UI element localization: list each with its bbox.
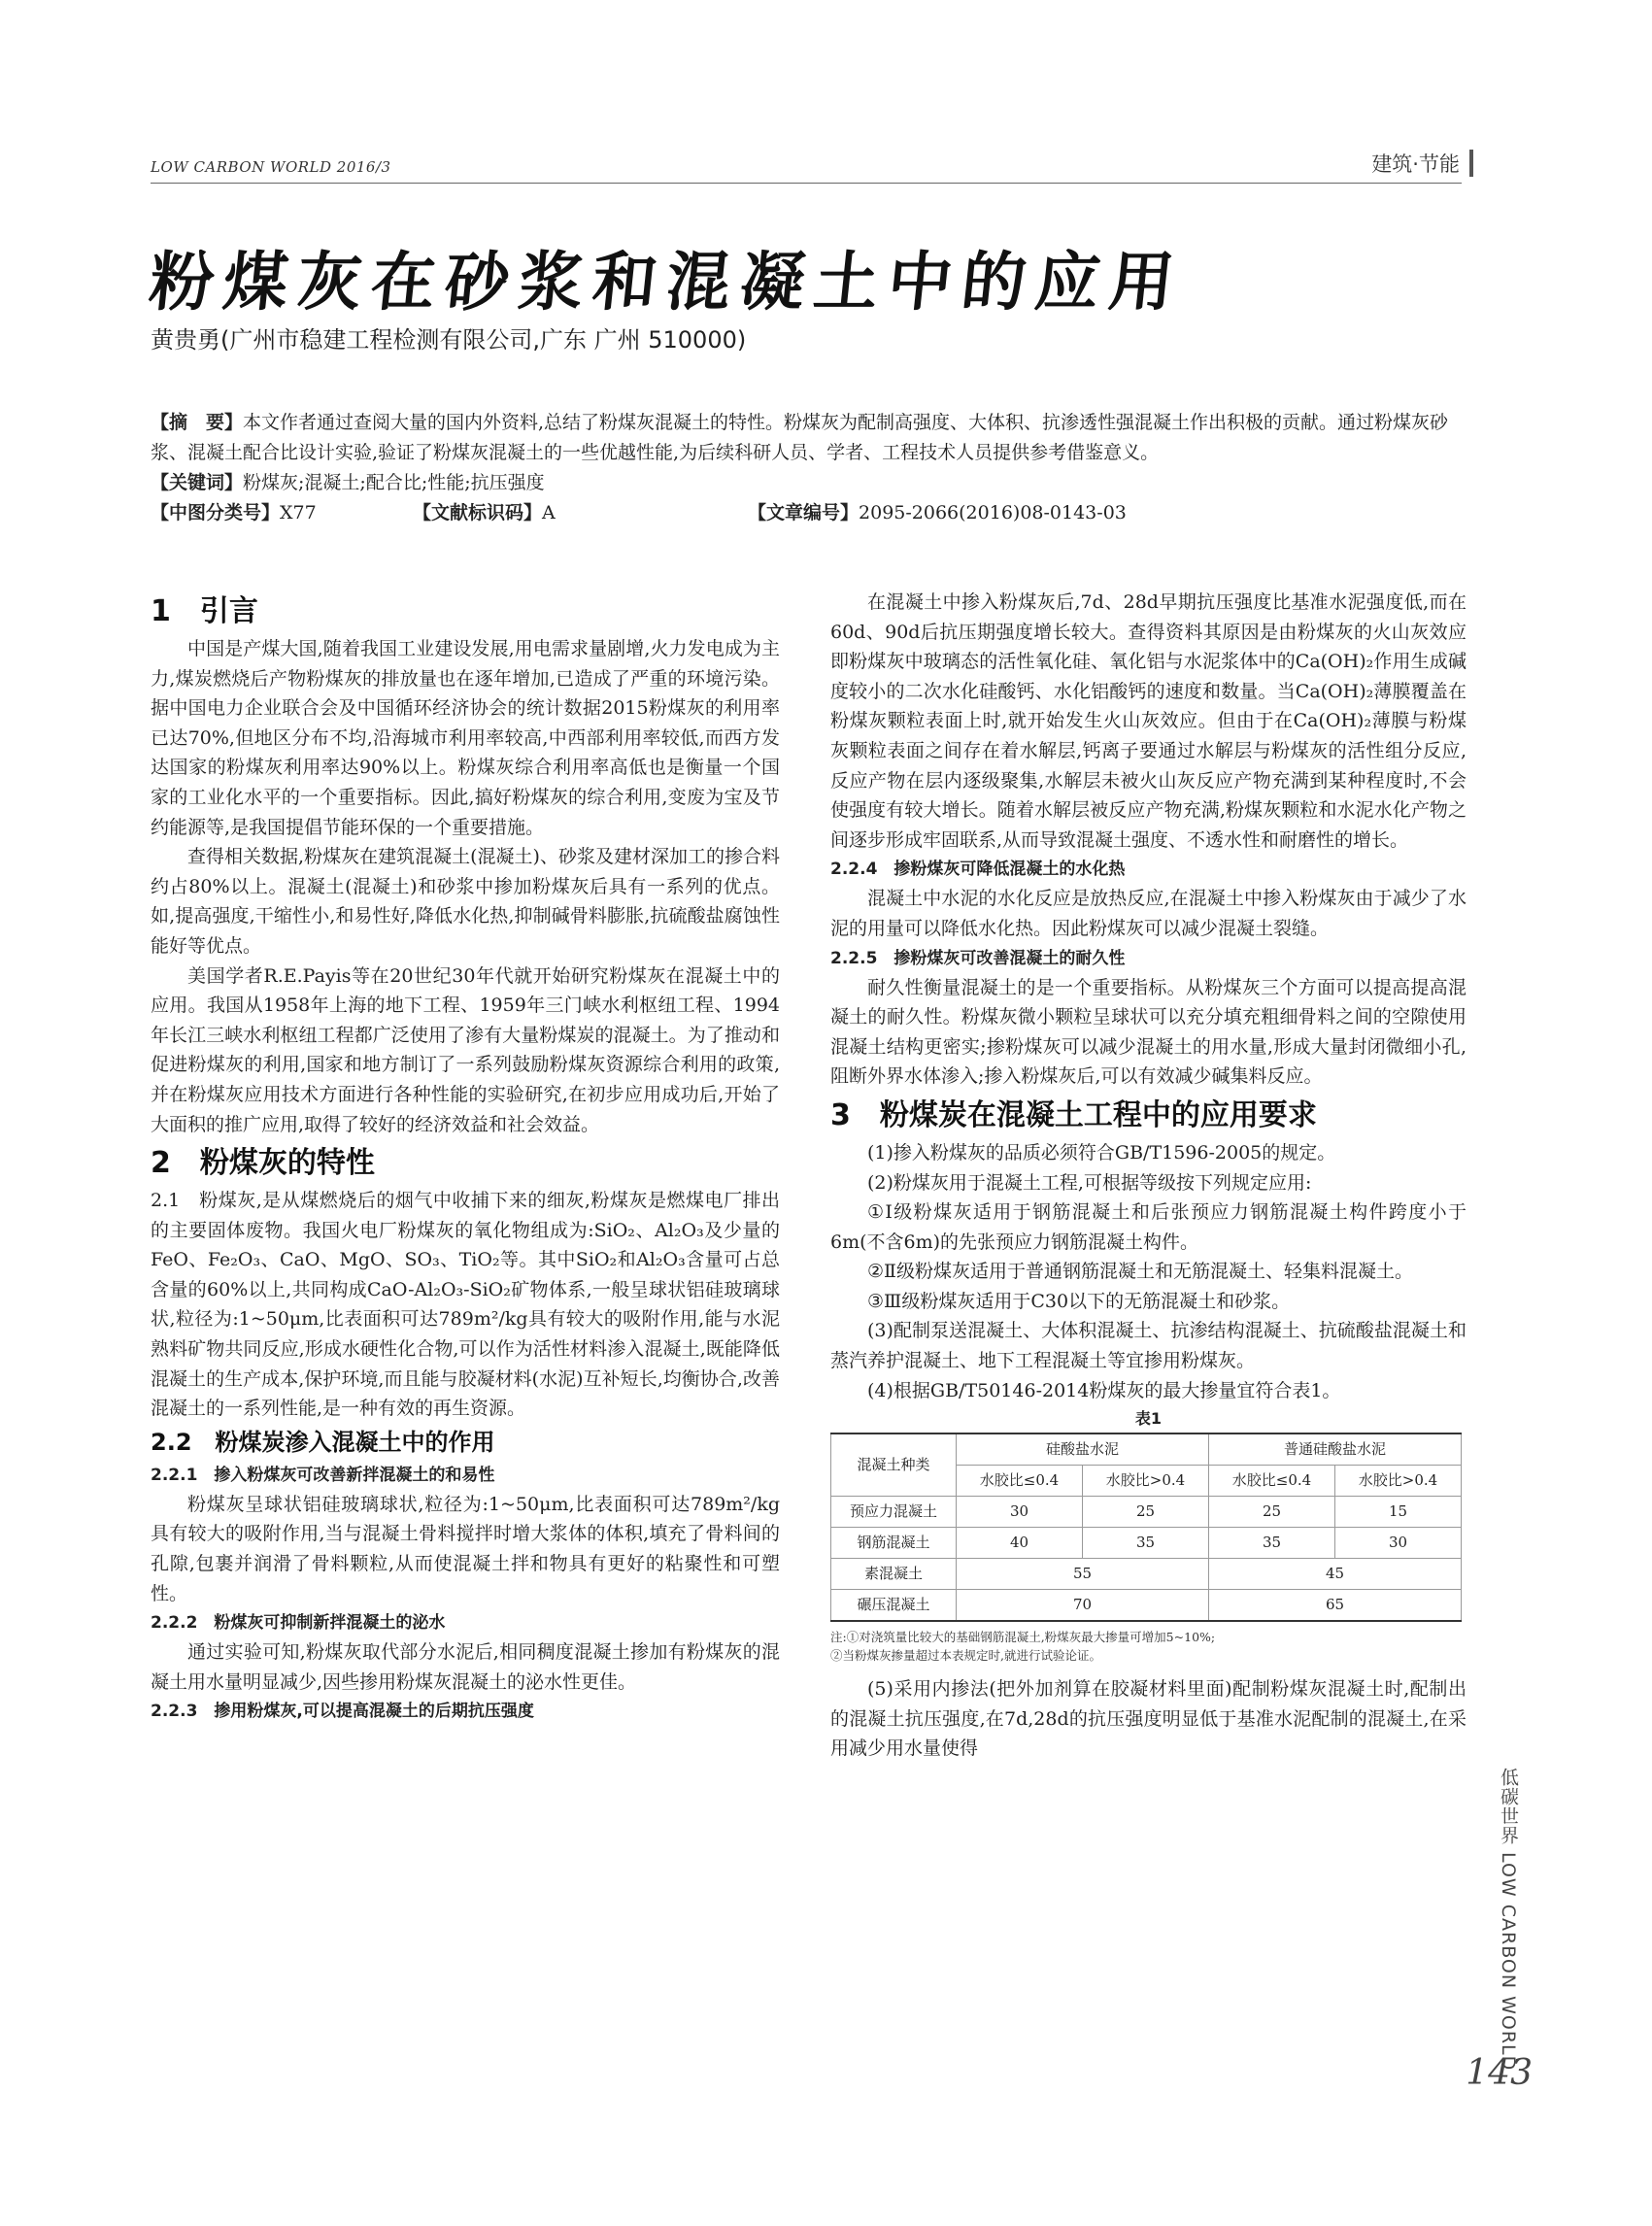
article-title: 粉煤灰在砂浆和混凝土中的应用: [146, 245, 1188, 320]
table-cell: 15: [1335, 1497, 1462, 1528]
row-name: 素混凝土: [831, 1559, 957, 1590]
requirement-2c: ③Ⅲ级粉煤灰适用于C30以下的无筋混凝土和砂浆。: [867, 1290, 1291, 1312]
left-column: [151, 588, 780, 1726]
table-caption: 表1: [1134, 1409, 1163, 1429]
header-bar: [1469, 150, 1473, 177]
keywords-text: 粉煤灰;混凝土;配合比;性能;抗压强度: [243, 472, 545, 493]
section-2-2-heading: 2.2 粉煤炭渗入混凝土中的作用: [151, 1428, 495, 1456]
abstract-text: [151, 408, 1471, 468]
side-journal-label: 低碳世界 LOW CARBON WORLD: [1498, 1768, 1519, 2072]
requirement-2b: ②Ⅱ级粉煤灰适用于普通钢筋混凝土和无筋混凝土、轻集料混凝土。: [867, 1261, 1413, 1283]
table-cell: 35: [1209, 1528, 1335, 1559]
table-cell: 30: [957, 1497, 1083, 1528]
section-2-2-4-paragraph: 混凝土中水泥的水化反应是放热反应,在混凝土中掺入粉煤灰由于减少了水泥的用量可以降低水化热。因此粉煤灰可以减少混凝土裂缝。: [830, 888, 1467, 939]
table-cell: 25: [1083, 1497, 1209, 1528]
article-no-label: 【文章编号】: [748, 502, 860, 523]
clc-label: 【中图分类号】: [151, 502, 281, 523]
sub-col-3: 水胶比≤0.4: [1209, 1466, 1335, 1497]
clc-item: [151, 498, 413, 528]
sub-col-2: 水胶比>0.4: [1083, 1466, 1209, 1497]
section-1-paragraph-3: 美国学者R.E.Payis等在20世纪30年代就开始研究粉煤灰在混凝土中的应用。我国从1958年上海的地下工程、1959年三门峡水利枢纽工程、1994年长江三峡水利枢纽工程都广泛使用了渗有大量粉煤炭的混凝土。为了推动和促进粉煤灰的利用,国家和地方制订了一系列鼓励粉煤灰资源综合利用的政策,并在粉煤灰应用技术方面进行各种性能的实验研究,在初步应用成功后,开始了大面积的推广应用,取得了较好的经济效益和社会效益。: [151, 964, 780, 1135]
keywords-line: [151, 468, 1471, 498]
section-1-paragraph-2: 查得相关数据,粉煤灰在建筑混凝土(混凝土)、砂浆及建材深加工的掺合料约占80%以上。混凝土(混凝土)和砂浆中掺加粉煤灰后具有一系列的优点。如,提高强度,干缩性小,和易性好,降低水化热,抑制碱骨料膨胀,抗硫酸盐腐蚀性能好等优点。: [151, 846, 780, 957]
requirement-2: (2)粉煤灰用于混凝土工程,可根据等级按下列规定应用:: [867, 1171, 1312, 1194]
section-3-heading: 3 粉煤炭在混凝土工程中的应用要求: [830, 1097, 1317, 1132]
requirement-2a: ①Ⅰ级粉煤灰适用于钢筋混凝土和后张预应力钢筋混凝土构件跨度小于6m(不含6m)的先张预应力钢筋混凝土构件。: [830, 1201, 1467, 1253]
section-2-2-3-paragraph: 在混凝土中掺入粉煤灰后,7d、28d早期抗压强度比基准水泥强度低,而在60d、90d后抗压期强度增长较大。查得资料其原因是由粉煤灰的火山灰效应即粉煤灰中玻璃态的活性氧化硅、氧化铝与水泥浆体中的Ca(OH)₂作用生成碱度较小的二次水化硅酸钙、水化铝酸钙的速度和数量。当Ca(OH)₂薄膜覆盖在粉煤灰颗粒表面上时,就开始发生火山灰效应。但由于在Ca(OH)₂薄膜与粉煤灰颗粒表面之间存在着水解层,钙离子要通过水解层与粉煤灰的活性组分反应,反应产物在层内逐级聚集,水解层未被火山灰反应产物充满到某种程度时,不会使强度有较大增长。随着水解层被反应产物充满,粉煤灰颗粒和水泥水化产物之间逐步形成牢固联系,从而导致混凝土强度、不透水性和耐磨性的增长。: [830, 591, 1467, 851]
section-2-1-paragraph: 2.1 粉煤灰,是从煤燃烧后的烟气中收捕下来的细灰,粉煤灰是燃煤电厂排出的主要固体废物。我国火电厂粉煤灰的氧化物组成为:SiO₂、Al₂O₃及少量的FeO、Fe₂O₃、CaO、MgO、SO₃、TiO₂等。其中SiO₂和Al₂O₃含量可占总含量的60%以上,共同构成CaO-Al₂O₃-SiO₂矿物体系,一般呈球状铝硅玻璃球状,粒径为:1~50μm,比表面积可达789m²/kg具有较大的吸附作用,能与水泥熟料矿物共同反应,形成水硬性化合物,可以作为活性材料渗入混凝土,既能降低混凝土的生产成本,保护环境,而且能与胶凝材料(水泥)互补短长,均衡协合,改善混凝土的一系列性能,是一种有效的再生资源。: [151, 1190, 780, 1420]
section-2-2-2-heading: 2.2.2 粉煤灰可抑制新拌混凝土的泌水: [151, 1613, 446, 1634]
row-name: 钢筋混凝土: [831, 1528, 957, 1559]
requirement-5: (5)采用内掺法(把外加剂算在胶凝材料里面)配制粉煤灰混凝土时,配制出的混凝土抗压强度,在7d,28d的抗压强度明显低于基准水泥配制的混凝土,在采用减少用水量使得: [830, 1678, 1467, 1760]
section-2-2-1-paragraph: 粉煤灰呈球状铝硅玻璃球状,粒径为:1~50μm,比表面积可达789m²/kg具有较大的吸附作用,当与混凝土骨料搅拌时增大浆体的体积,填充了骨料间的孔隙,包裹并润滑了骨料颗粒,从而使混凝土拌和物具有更好的粘聚性和可塑性。: [151, 1493, 780, 1604]
col-group-ordinary-portland: 普通硅酸盐水泥: [1209, 1433, 1462, 1466]
section-1-heading: 1 引言: [151, 594, 258, 628]
section-label: 建筑·节能: [1371, 152, 1460, 176]
col-concrete-type: 混凝土种类: [831, 1433, 957, 1497]
doc-code-value: A: [542, 502, 556, 523]
table-row: [831, 1497, 1462, 1528]
requirement-3: (3)配制泵送混凝土、大体积混凝土、抗渗结构混凝土、抗硫酸盐混凝土和蒸汽养护混凝土、地下工程混凝土等宜掺用粉煤灰。: [830, 1320, 1467, 1372]
clc-value: X77: [280, 502, 317, 523]
max-dosage-table: [830, 1433, 1462, 1622]
article-no-value: 2095-2066(2016)08-0143-03: [859, 502, 1127, 523]
doc-code-label: 【文献标识码】: [413, 502, 543, 523]
table-cell: 25: [1209, 1497, 1335, 1528]
table-cell: 65: [1209, 1590, 1462, 1622]
classification-line: [151, 498, 1471, 528]
doc-code-item: [413, 498, 748, 528]
article-no-item: [748, 498, 1127, 528]
abstract-label: 【摘 要】: [151, 412, 244, 433]
table-cell: 55: [957, 1559, 1209, 1590]
table-row: [831, 1590, 1462, 1622]
header-rule: [151, 183, 1462, 184]
abstract-body: 本文作者通过查阅大量的国内外资料,总结了粉煤灰混凝土的特性。粉煤灰为配制高强度、大体积、抗渗透性强混凝土作出积极的贡献。通过粉煤灰砂浆、混凝土配合比设计实验,验证了粉煤灰混凝土的一些优越性能,为后续科研人员、学者、工程技术人员提供参考借鉴意义。: [151, 412, 1449, 463]
table-row: [831, 1559, 1462, 1590]
table-note-1: 注:①对浇筑量比较大的基础钢筋混凝土,粉煤灰最大掺量可增加5~10%;: [830, 1630, 1216, 1645]
author-line: 黄贵勇(广州市稳建工程检测有限公司,广东 广州 510000): [151, 326, 747, 354]
row-name: 碾压混凝土: [831, 1590, 957, 1622]
table-cell: 70: [957, 1590, 1209, 1622]
section-2-2-5-paragraph: 耐久性衡量混凝土的是一个重要指标。从粉煤灰三个方面可以提高提高混凝土的耐久性。粉煤灰微小颗粒呈球状可以充分填充粗细骨料之间的空隙使用混凝土结构更密实;掺粉煤灰可以减少混凝土的用水量,形成大量封闭微细小孔,阻断外界水体渗入;掺入粉煤灰后,可以有效减少碱集料反应。: [830, 976, 1467, 1088]
requirement-1: (1)掺入粉煤灰的品质必须符合GB/T1596-2005的规定。: [867, 1141, 1336, 1164]
section-2-2-2-paragraph: 通过实验可知,粉煤灰取代部分水泥后,相同稠度混凝土掺加有粉煤灰的混凝土用水量明显减少,因些掺用粉煤灰混凝土的泌水性更佳。: [151, 1641, 780, 1693]
sub-col-4: 水胶比>0.4: [1335, 1466, 1462, 1497]
row-name: 预应力混凝土: [831, 1497, 957, 1528]
table-header-row: [831, 1433, 1462, 1466]
section-2-2-4-heading: 2.2.4 掺粉煤灰可降低混凝土的水化热: [830, 860, 1126, 880]
table-cell: 35: [1083, 1528, 1209, 1559]
right-column: [830, 588, 1467, 1764]
requirement-4: (4)根据GB/T50146-2014粉煤灰的最大掺量宜符合表1。: [867, 1379, 1341, 1401]
section-2-2-1-heading: 2.2.1 掺入粉煤灰可改善新拌混凝土的和易性: [151, 1465, 495, 1485]
journal-header: LOW CARBON WORLD 2016/3: [151, 158, 391, 176]
section-1-paragraph-1: 中国是产煤大国,随着我国工业建设发展,用电需求量剧增,火力发电成为主力,煤炭燃烧后产物粉煤灰的排放量也在逐年增加,已造成了严重的环境污染。据中国电力企业联合会及中国循环经济协会的统计数据2015粉煤灰的利用率已达70%,但地区分布不均,沿海城市利用率较高,中西部利用率较低,而西方发达国家的粉煤灰利用率达90%以上。粉煤灰综合利用率高低也是衡量一个国家的工业化水平的一个重要指标。因此,搞好粉煤灰的综合利用,变废为宝及节约能源等,是我国提倡节能环保的一个重要措施。: [151, 638, 780, 838]
keywords-label: 【关键词】: [151, 472, 244, 493]
sub-col-1: 水胶比≤0.4: [957, 1466, 1083, 1497]
table-row: [831, 1528, 1462, 1559]
table-cell: 30: [1335, 1528, 1462, 1559]
table-note-2: ②当粉煤灰掺量超过本表规定时,就进行试验论证。: [830, 1648, 1101, 1664]
table-cell: 45: [1209, 1559, 1462, 1590]
section-2-2-5-heading: 2.2.5 掺粉煤灰可改善混凝土的耐久性: [830, 948, 1126, 968]
abstract-block: [151, 408, 1471, 528]
table-cell: 40: [957, 1528, 1083, 1559]
section-2-2-3-heading: 2.2.3 掺用粉煤灰,可以提高混凝土的后期抗压强度: [151, 1702, 534, 1722]
col-group-portland: 硅酸盐水泥: [957, 1433, 1209, 1466]
page-number: 143: [1466, 2053, 1533, 2093]
section-2-heading: 2 粉煤灰的特性: [151, 1146, 375, 1181]
